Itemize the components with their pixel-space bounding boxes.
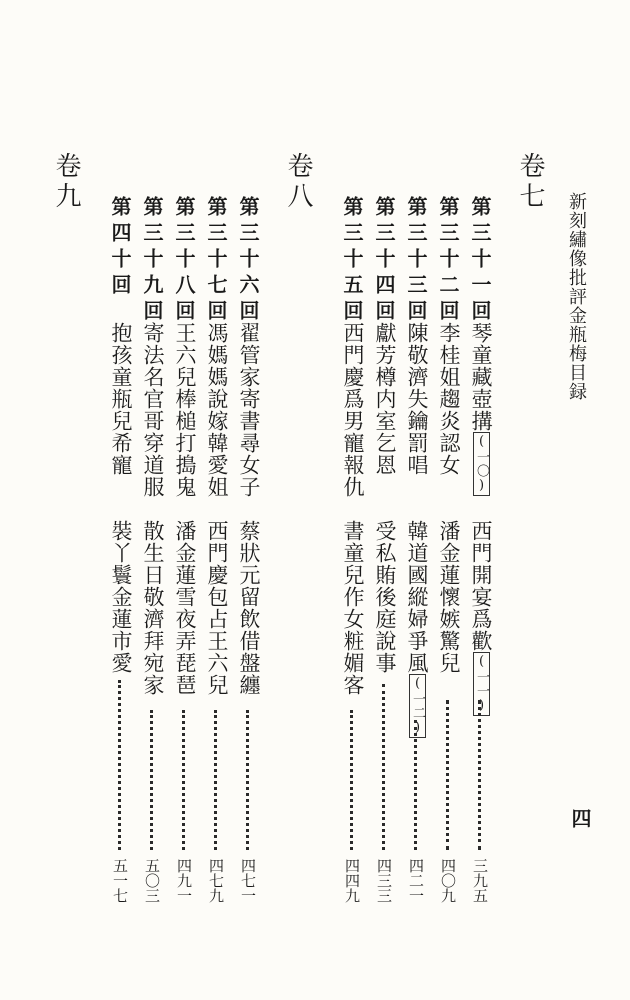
page-ref: 四七一 — [239, 858, 257, 903]
chapter-title-first: 抱孩童瓶兒希寵 — [109, 322, 133, 476]
chapter-number: 第三十七回 — [204, 196, 228, 326]
page-ref: 三九五 — [471, 858, 489, 903]
chapter-title-first: 馮媽媽說嫁韓愛姐 — [205, 322, 229, 498]
leader-dots — [246, 710, 249, 850]
chapter-number: 第三十九回 — [140, 196, 164, 326]
chapter-title-second: 潘金蓮懷嫉驚兒 — [437, 520, 461, 674]
leader-dots — [382, 684, 385, 850]
chapter-title-first: 西門慶爲男寵報仇 — [341, 322, 365, 498]
chapter-title-second: 裝丫鬟金蓮市愛 — [109, 520, 133, 674]
chapter-number: 第三十三回 — [404, 196, 428, 326]
chapter-title-first: 寄法名官哥穿道服 — [141, 322, 165, 498]
leader-dots — [446, 700, 449, 850]
page-ref: 四四九 — [343, 858, 361, 903]
page-ref: 四二一 — [407, 858, 425, 903]
volume-heading-7: 卷七 — [515, 152, 545, 212]
chapter-number: 第三十一回 — [468, 196, 492, 326]
annotation-note: (一二) — [410, 676, 425, 736]
leader-dots — [214, 710, 217, 850]
chapter-title-second: 西門開宴爲歡(一一) — [469, 520, 493, 714]
volume-heading-9: 卷九 — [51, 152, 81, 212]
leader-dots — [150, 710, 153, 850]
chapter-title-second: 受私賄後庭說事 — [373, 520, 397, 674]
page-ref: 五〇三 — [143, 858, 161, 903]
chapter-number: 第三十五回 — [340, 196, 364, 326]
chapter-title-first: 陳敬濟失鑰罰唱 — [405, 322, 429, 476]
annotation-note: (一〇) — [474, 434, 489, 494]
running-title: 新刻繡像批評金瓶梅目録 — [566, 192, 587, 401]
chapter-number: 第四十回 — [108, 196, 132, 300]
chapter-number: 第三十六回 — [236, 196, 260, 326]
chapter-title-second: 散生日敬濟拜宛家 — [141, 520, 165, 696]
leader-dots — [478, 700, 481, 850]
chapter-title-second: 韓道國縱婦爭風(一二) — [405, 520, 429, 736]
annotation-note: (一一) — [474, 654, 489, 714]
leader-dots — [350, 710, 353, 850]
leader-dots — [414, 720, 417, 850]
chapter-title-second: 潘金蓮雪夜弄琵琶 — [173, 520, 197, 696]
chapter-title-first: 獻芳樽内室乞恩 — [373, 322, 397, 476]
chapter-number: 第三十二回 — [436, 196, 460, 326]
page-ref: 四九一 — [175, 858, 193, 903]
chapter-number: 第三十八回 — [172, 196, 196, 326]
page-ref: 五一七 — [111, 858, 129, 903]
volume-heading-8: 卷八 — [283, 152, 313, 212]
page-number: 四 — [568, 808, 592, 828]
chapter-title-second: 西門慶包占王六兒 — [205, 520, 229, 696]
chapter-number: 第三十四回 — [372, 196, 396, 326]
chapter-title-second: 蔡狀元留飲借盤纏 — [237, 520, 261, 696]
page-ref: 四七九 — [207, 858, 225, 903]
page-ref: 四三三 — [375, 858, 393, 903]
chapter-title-second: 書童兒作女粧媚客 — [341, 520, 365, 696]
chapter-title-first: 翟管家寄書尋女子 — [237, 322, 261, 498]
chapter-title-first: 王六兒棒槌打搗鬼 — [173, 322, 197, 498]
chapter-title-first: 李桂姐趨炎認女 — [437, 322, 461, 476]
leader-dots — [118, 680, 121, 850]
page-ref: 四〇九 — [439, 858, 457, 903]
leader-dots — [182, 710, 185, 850]
chapter-title-first: 琴童藏壺搆(一〇) — [469, 322, 493, 494]
